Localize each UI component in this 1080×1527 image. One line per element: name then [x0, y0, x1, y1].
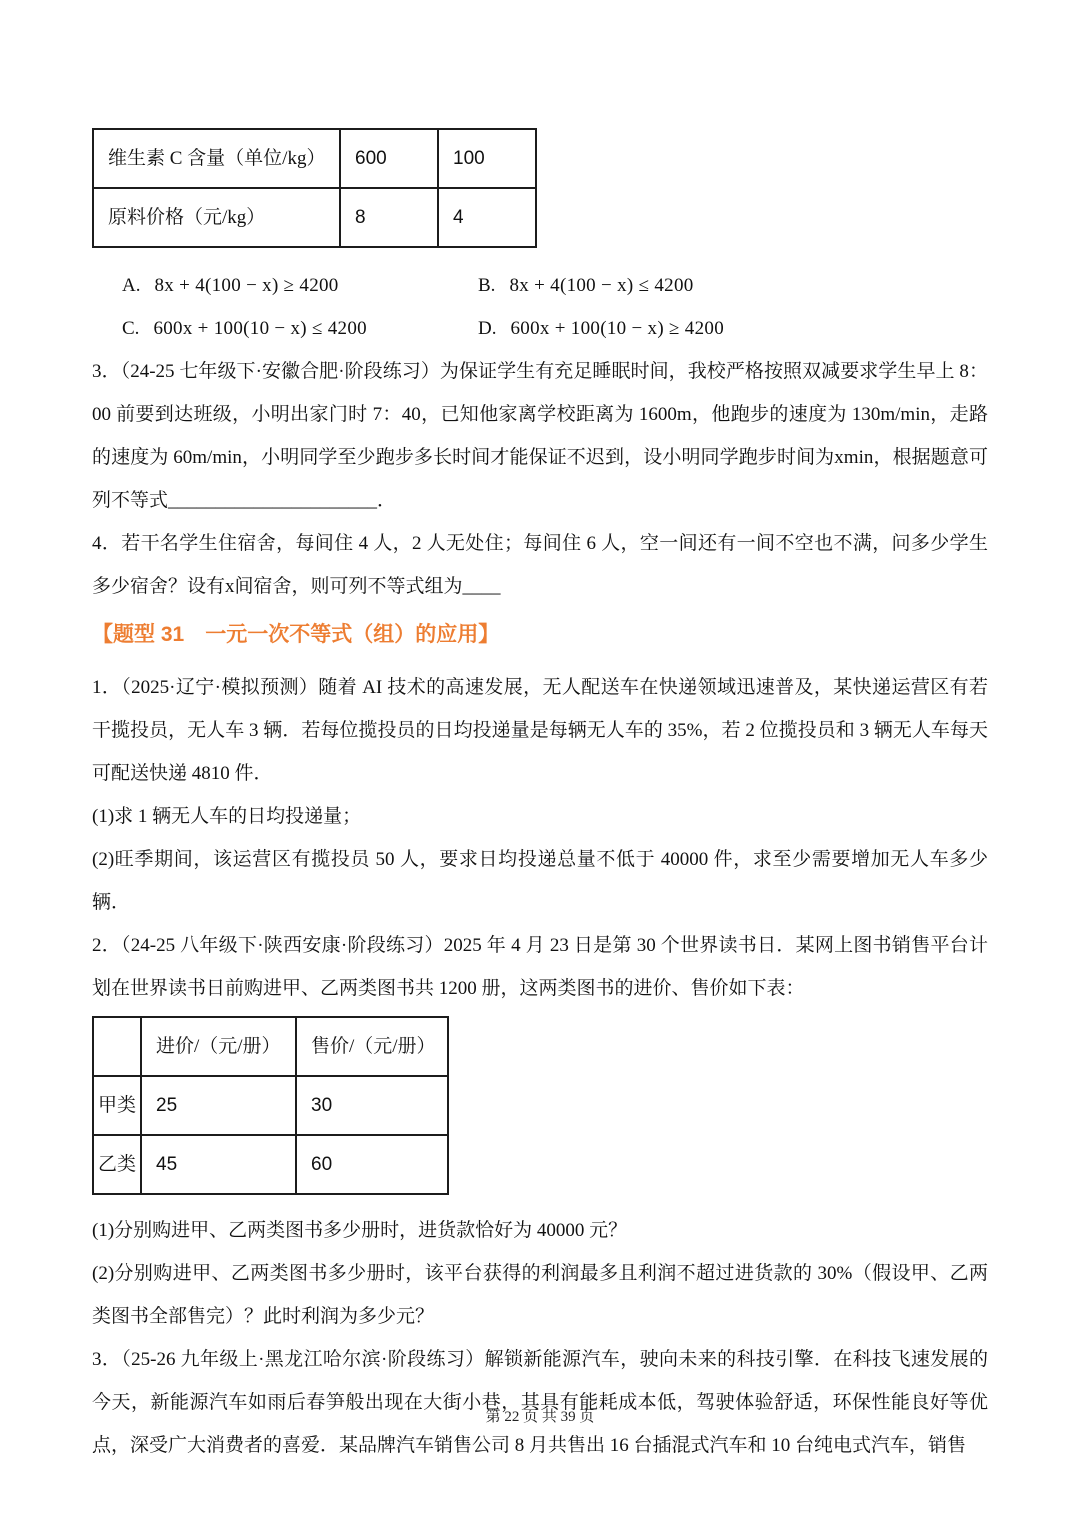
- book-row-b-sale: 60: [296, 1135, 448, 1194]
- option-row-cd: [92, 307, 988, 350]
- option-b-formula: 8x + 4(100 − x) ≤ 4200: [509, 275, 694, 296]
- book-price-table: [92, 1016, 449, 1195]
- price-value-2: 4: [438, 188, 536, 247]
- book-row-a-cost: 25: [141, 1076, 296, 1135]
- s31-question-2-sub1: (1)分别购进甲、乙两类图书多少册时，进货款恰好为 40000 元？: [92, 1220, 628, 1241]
- option-c-label: C.: [122, 318, 140, 339]
- price-value-1: 8: [340, 188, 438, 247]
- vitamin-row-label: 维生素 C 含量（单位/kg）: [93, 129, 340, 188]
- s31-question-3: 3．（25-26 九年级上·黑龙江哈尔滨·阶段练习）解锁新能源汽车，驶向未来的科技引擎．在科技飞速发展的今天，新能源汽车如雨后春笋般出现在大街小巷，其具有能耗成本低，驾驶体验舒适，环保性能良好等优点，深受广大消费者的喜爱．某品牌汽车销售公司 8 月共售出 16 台插混式汽车和 10 台纯电式汽车，销售: [92, 1349, 988, 1456]
- vitamin-table: [92, 128, 537, 248]
- book-row-a-label: 甲类: [93, 1076, 141, 1135]
- option-b: [478, 264, 694, 307]
- option-d: [478, 307, 724, 350]
- price-row-label: 原料价格（元/kg）: [93, 188, 340, 247]
- option-d-label: D.: [478, 318, 497, 339]
- section-heading-topic-31: 【题型 31 一元一次不等式（组）的应用】: [92, 623, 500, 646]
- option-a: [122, 264, 478, 307]
- table-row: [93, 1135, 448, 1194]
- table-row: [93, 1017, 448, 1076]
- s31-question-2: 2．（24-25 八年级下·陕西安康·阶段练习）2025 年 4 月 23 日是第 30 个世界读书日．某网上图书销售平台计划在世界读书日前购进甲、乙两类图书共 1200 册，这两类图书的进价、售价如下表：: [92, 935, 988, 999]
- option-a-label: A.: [122, 275, 141, 296]
- vitamin-value-1: 600: [340, 129, 438, 188]
- table-row: [93, 129, 536, 188]
- book-header-sale: 售价/（元/册）: [296, 1017, 448, 1076]
- book-row-b-label: 乙类: [93, 1135, 141, 1194]
- book-row-b-cost: 45: [141, 1135, 296, 1194]
- vitamin-value-2: 100: [438, 129, 536, 188]
- s31-question-1-sub1: (1)求 1 辆无人车的日均投递量；: [92, 806, 362, 827]
- option-d-formula: 600x + 100(10 − x) ≥ 4200: [510, 318, 724, 339]
- option-c: [122, 307, 478, 350]
- book-header-cost: 进价/（元/册）: [141, 1017, 296, 1076]
- s31-question-1: 1．（2025·辽宁·模拟预测）随着 AI 技术的高速发展，无人配送车在快递领域迅速普及，某快递运营区有若干揽投员，无人车 3 辆．若每位揽投员的日均投递量是每辆无人车的 35%，若 2 位揽投员和 3 辆无人车每天可配送快递 4810 件．: [92, 677, 988, 784]
- choice-options: [92, 264, 988, 350]
- option-row-ab: [92, 264, 988, 307]
- book-header-blank: [93, 1017, 141, 1076]
- s31-question-1-sub2: (2)旺季期间，该运营区有揽投员 50 人，要求日均投递总量不低于 40000 件，求至少需要增加无人车多少辆．: [92, 849, 988, 913]
- option-a-formula: 8x + 4(100 − x) ≥ 4200: [154, 275, 339, 296]
- option-c-formula: 600x + 100(10 − x) ≤ 4200: [153, 318, 367, 339]
- question-3: 3．（24-25 七年级下·安徽合肥·阶段练习）为保证学生有充足睡眠时间，我校严格按照双减要求学生早上 8：00 前要到达班级，小明出家门时 7：40，已知他家离学校距离为 1600m，他跑步的速度为 130m/min，走路的速度为 60m/min，小明同学至少跑步多长时间才能保证不迟到，设小明同学跑步时间为xmin，根据题意可列不等式______________________．: [92, 361, 988, 511]
- page-number-footer: 第 22 页 共 39 页: [485, 1409, 595, 1425]
- table-row: [93, 1076, 448, 1135]
- table-row: [93, 188, 536, 247]
- book-row-a-sale: 30: [296, 1076, 448, 1135]
- s31-question-2-sub2: (2)分别购进甲、乙两类图书多少册时，该平台获得的利润最多且利润不超过进货款的 30%（假设甲、乙两类图书全部售完）？此时利润为多少元？: [92, 1263, 988, 1327]
- option-b-label: B.: [478, 275, 496, 296]
- question-4: 4．若干名学生住宿舍，每间住 4 人，2 人无处住；每间住 6 人，空一间还有一间不空也不满，问多少学生多少宿舍？设有x间宿舍，则可列不等式组为____: [92, 533, 988, 597]
